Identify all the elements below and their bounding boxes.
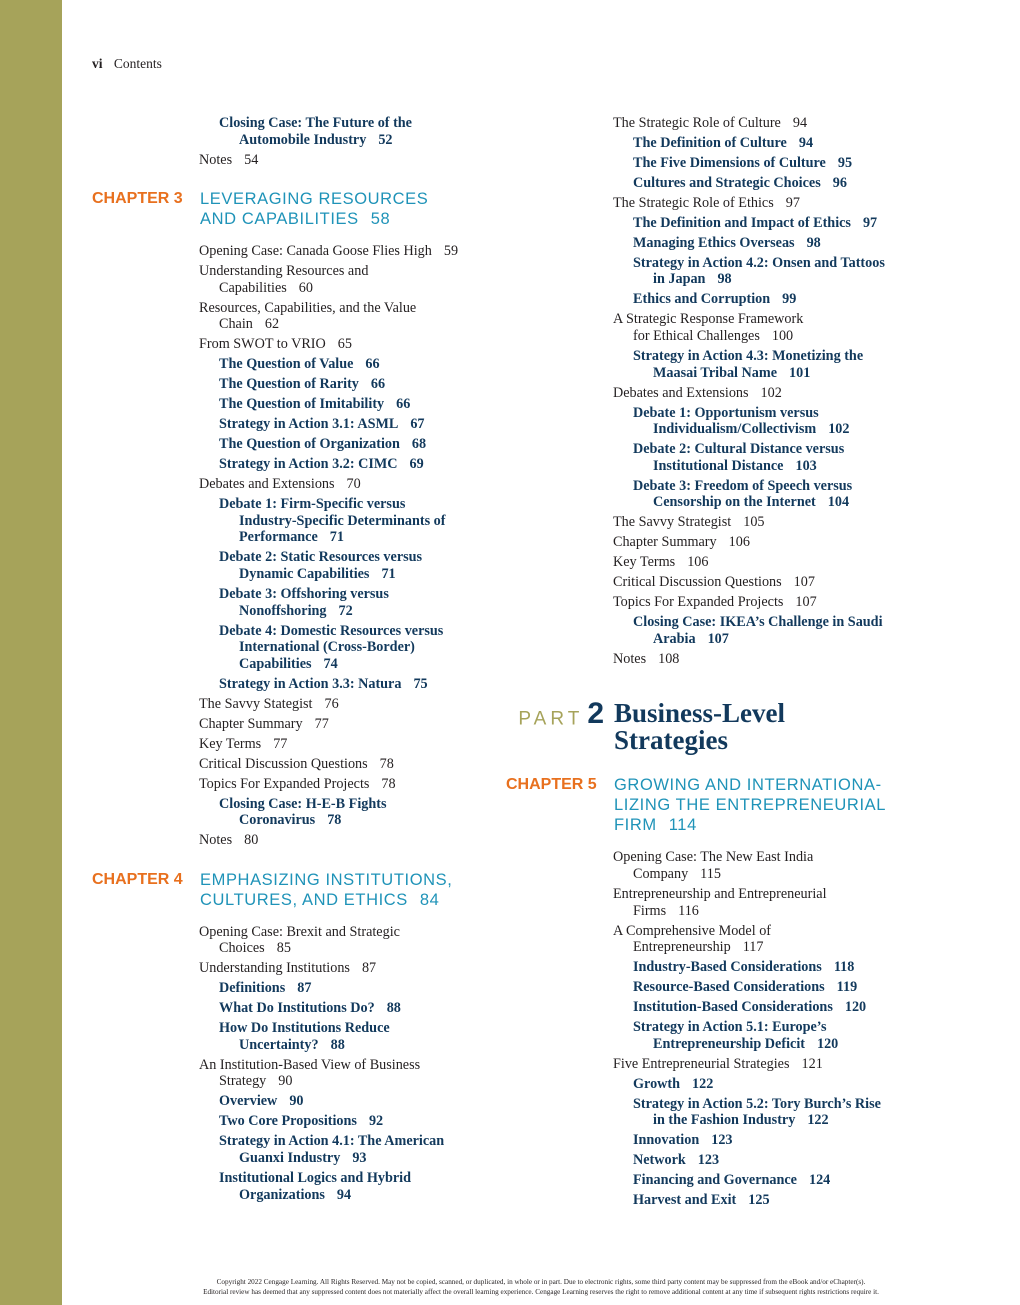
toc-page-number: 123 <box>697 1152 720 1169</box>
chapter-page-number: 114 <box>668 816 697 835</box>
part-word: PART <box>518 708 584 730</box>
toc-right-column <box>506 115 906 1212</box>
toc-entry-text: Five Entrepreneurial Strategies <box>613 1055 790 1072</box>
toc-entry <box>633 255 906 288</box>
toc-page-number: 75 <box>413 675 428 692</box>
toc-page-number: 77 <box>314 715 329 732</box>
toc-entry <box>633 1019 906 1052</box>
toc-page-number: 108 <box>658 650 680 667</box>
toc-page-number: 95 <box>837 154 853 171</box>
toc-entry <box>219 376 492 393</box>
toc-entry-text: Debate 2: Static Resources versus <box>219 549 423 566</box>
toc-entry <box>219 623 492 673</box>
toc-page-number: 68 <box>411 436 427 453</box>
chapter-label: CHAPTER 3 <box>92 190 183 208</box>
toc-entry-text: Strategy in Action 3.1: ASML <box>219 416 399 433</box>
toc-page-number: 115 <box>700 866 721 883</box>
toc-entry-text: Topics For Expanded Projects <box>199 775 370 792</box>
toc-entry-text: Automobile Industry <box>239 131 367 148</box>
toc-page-number: 88 <box>330 1036 345 1053</box>
toc-entry-text: Resource-Based Considerations <box>633 979 825 996</box>
chapter-page-number: 84 <box>419 890 440 909</box>
toc-page-number: 87 <box>297 980 312 997</box>
toc-page-number: 71 <box>381 565 396 582</box>
toc-entry <box>199 832 492 849</box>
toc-entry-text: Company <box>633 866 689 883</box>
chapter-title <box>200 870 452 910</box>
toc-entry <box>199 243 492 260</box>
toc-entry-text: Understanding Institutions <box>199 960 350 977</box>
toc-entry <box>613 849 906 882</box>
toc-page-number: 85 <box>276 940 291 957</box>
part-title <box>614 697 785 754</box>
toc-page-number: 71 <box>329 529 344 546</box>
chapter-title-text: GROWING AND INTERNATIONA- <box>614 776 882 795</box>
toc-entry <box>219 496 492 546</box>
toc-entry-text: The Savvy Stategist <box>199 695 313 712</box>
toc-page-number: 90 <box>278 1073 293 1090</box>
toc-entry <box>199 960 492 977</box>
toc-page-number: 94 <box>336 1186 352 1203</box>
toc-entry <box>633 155 906 172</box>
toc-page-number: 60 <box>298 279 313 296</box>
toc-entry-text: Organizations <box>239 1186 325 1203</box>
toc-entry <box>633 235 906 252</box>
toc-entry <box>199 336 492 353</box>
toc-entry <box>199 152 492 169</box>
chapter-page-number: 58 <box>370 210 391 229</box>
toc-entry-text: Debates and Extensions <box>613 384 749 401</box>
chapter-title-text: EMPHASIZING INSTITUTIONS, <box>200 870 453 889</box>
toc-entry-text: Debate 1: Opportunism versus <box>633 404 819 421</box>
toc-entry <box>633 135 906 152</box>
toc-entry-text: Managing Ethics Overseas <box>633 234 795 251</box>
toc-entry-text: Strategy in Action 4.2: Onsen and Tattoos <box>633 254 885 271</box>
toc-page-number: 88 <box>386 1000 401 1017</box>
toc-entry <box>219 796 492 829</box>
toc-entry <box>633 215 906 232</box>
toc-entry <box>219 115 492 148</box>
toc-entry-text: Opening Case: Canada Goose Flies High <box>199 243 432 260</box>
toc-page-number: 70 <box>346 476 361 493</box>
toc-page-number: 94 <box>792 115 808 131</box>
chapter-heading <box>92 870 492 910</box>
toc-entry <box>633 478 906 511</box>
toc-entry-text: The Definition of Culture <box>633 134 787 151</box>
toc-entry-text: Firms <box>633 902 667 919</box>
toc-entry-text: The Strategic Role of Ethics <box>613 194 774 211</box>
toc-entry-text: Overview <box>219 1093 278 1110</box>
toc-entry <box>633 979 906 996</box>
toc-page-number: 80 <box>244 832 259 849</box>
toc-page-number: 121 <box>801 1055 823 1072</box>
toc-entry-text: Strategy in Action 4.3: Monetizing the <box>633 348 864 365</box>
toc-entry-text: How Do Institutions Reduce <box>219 1020 390 1037</box>
toc-page-number: 98 <box>806 234 821 251</box>
toc-entry-text: Debates and Extensions <box>199 476 335 493</box>
toc-entry-text: Capabilities <box>219 279 287 296</box>
toc-page-number: 74 <box>323 655 338 672</box>
toc-entry-text: Opening Case: The New East India <box>613 849 814 866</box>
chapter-label: CHAPTER 5 <box>506 776 597 794</box>
toc-entry <box>199 716 492 733</box>
toc-page-number: 97 <box>785 194 800 211</box>
toc-entry-text: Debate 2: Cultural Distance versus <box>633 441 845 458</box>
chapter-title <box>200 189 428 229</box>
toc-entry-text: Censorship on the Internet <box>653 494 816 511</box>
toc-entry <box>219 980 492 997</box>
toc-entry <box>613 385 906 402</box>
toc-entry <box>613 195 906 212</box>
toc-entry-text: Debate 1: Firm-Specific versus <box>219 496 406 513</box>
toc-page-number: 118 <box>833 959 855 976</box>
toc-entry <box>613 115 906 132</box>
toc-entry-text: The Question of Imitability <box>219 396 385 413</box>
toc-entry <box>613 311 906 344</box>
toc-entry <box>199 476 492 493</box>
toc-entry <box>199 696 492 713</box>
toc-page-number: 102 <box>828 421 850 438</box>
toc-entry-text: The Question of Organization <box>219 436 400 453</box>
toc-entry-text: Performance <box>239 529 318 546</box>
toc-entry <box>633 175 906 192</box>
toc-page-number: 59 <box>443 243 459 260</box>
toc-page-number: 102 <box>760 384 782 401</box>
toc-entry-text: Resources, Capabilities, and the Value <box>199 299 417 316</box>
toc-entry-text: The Five Dimensions of Culture <box>633 154 826 171</box>
toc-page-number: 104 <box>827 494 850 511</box>
toc-page-number: 120 <box>844 999 867 1016</box>
toc-entry-text: Strategy in Action 3.2: CIMC <box>219 456 398 473</box>
toc-page-number: 94 <box>798 134 814 151</box>
toc-entry-text: Guanxi Industry <box>239 1150 341 1167</box>
toc-entry-text: Critical Discussion Questions <box>613 574 782 591</box>
toc-page-number: 125 <box>748 1192 770 1209</box>
toc-entry <box>633 348 906 381</box>
toc-page-number: 72 <box>338 602 353 619</box>
toc-entry-text: A Comprehensive Model of <box>613 922 772 939</box>
toc-page-number: 107 <box>707 630 729 647</box>
toc-entry <box>633 1172 906 1189</box>
toc-entry-text: Closing Case: The Future of the <box>219 115 412 131</box>
toc-entry-text: Institutional Logics and Hybrid <box>219 1170 411 1186</box>
toc-entry <box>219 396 492 413</box>
toc-entry-text: The Question of Rarity <box>219 376 359 393</box>
toc-page-number: 106 <box>687 554 709 571</box>
footer-line: Copyright 2022 Cengage Learning. All Rights Reserved. May not be copied, scanned, or duplicated, in whole or in part. Due to electronic rights, some third party content may be suppressed from the eBook and/or eChapter(s). <box>216 1278 866 1286</box>
toc-entry-text: in Japan <box>653 271 706 288</box>
toc-page-number: 99 <box>782 291 797 308</box>
toc-page-number: 66 <box>370 376 386 393</box>
toc-page-number: 67 <box>410 416 425 433</box>
toc-entry-text: Chapter Summary <box>199 715 303 732</box>
toc-page-number: 78 <box>381 775 396 792</box>
toc-entry <box>613 651 906 668</box>
toc-entry <box>633 1192 906 1209</box>
toc-entry-text: Entrepreneurship Deficit <box>653 1035 805 1052</box>
toc-entry <box>633 999 906 1016</box>
toc-entry <box>199 776 492 793</box>
toc-entry-text: The Definition and Impact of Ethics <box>633 214 851 231</box>
toc-entry-text: Strategy in Action 5.2: Tory Burch’s Rise <box>633 1095 881 1112</box>
toc-entry-text: Choices <box>219 940 265 957</box>
toc-entry-text: Chapter Summary <box>613 534 717 551</box>
toc-entry <box>633 959 906 976</box>
toc-page-number: 119 <box>836 979 858 996</box>
toc-entry <box>613 923 906 956</box>
part-label <box>506 697 614 754</box>
toc-entry <box>613 534 906 551</box>
toc-entry-text: An Institution-Based View of Business <box>199 1056 421 1073</box>
toc-page-number: 77 <box>273 735 288 752</box>
toc-entry-text: Strategy in Action 5.1: Europe’s <box>633 1019 827 1036</box>
toc-entry <box>633 405 906 438</box>
toc-entry-text: Definitions <box>219 980 286 997</box>
toc-entry <box>219 1000 492 1017</box>
toc-entry <box>219 1133 492 1166</box>
toc-entry-text: Critical Discussion Questions <box>199 755 368 772</box>
toc-entry-text: Closing Case: H-E-B Fights <box>219 795 387 812</box>
toc-page-number: 90 <box>289 1093 304 1110</box>
chapter-title-text: CULTURES, AND ETHICS <box>200 890 408 909</box>
toc-entry <box>613 1056 906 1073</box>
running-head <box>92 56 162 72</box>
toc-entry-text: The Question of Value <box>219 356 354 373</box>
toc-entry <box>633 1076 906 1093</box>
toc-entry <box>613 574 906 591</box>
toc-page-number: 117 <box>742 939 764 956</box>
toc-page-number: 65 <box>337 336 352 353</box>
toc-page-number: 122 <box>807 1112 829 1129</box>
chapter-title-text: LEVERAGING RESOURCES <box>200 190 429 209</box>
chapter-label: CHAPTER 4 <box>92 870 183 888</box>
toc-entry <box>633 441 906 474</box>
toc-entry <box>633 1152 906 1169</box>
toc-page-number: 107 <box>795 594 817 611</box>
toc-entry-text: Topics For Expanded Projects <box>613 594 784 611</box>
toc-entry <box>199 1057 492 1090</box>
toc-entry-text: Uncertainty? <box>239 1036 319 1053</box>
toc-entry <box>199 263 492 296</box>
toc-entry-text: Growth <box>633 1075 681 1092</box>
toc-page-number: 92 <box>368 1113 384 1130</box>
toc-page-number: 93 <box>352 1150 367 1167</box>
toc-page-number: 100 <box>771 328 794 345</box>
chapter-title-text: FIRM <box>614 816 657 835</box>
part-heading <box>506 697 906 754</box>
toc-entry-text: Cultures and Strategic Choices <box>633 174 821 191</box>
toc-entry-text: Two Core Propositions <box>219 1113 357 1130</box>
toc-page-number: 96 <box>832 174 847 191</box>
toc-entry <box>219 1113 492 1130</box>
toc-page-number: 76 <box>324 695 339 712</box>
toc-entry <box>199 924 492 957</box>
toc-page-number: 62 <box>264 316 280 333</box>
toc-entry-text: Key Terms <box>199 735 262 752</box>
toc-entry-text: Industry-Based Considerations <box>633 959 822 976</box>
toc-entry-text: Individualism/Collectivism <box>653 421 817 438</box>
toc-entry <box>219 416 492 433</box>
toc-entry-text: Entrepreneurship and Entrepreneurial <box>613 886 827 902</box>
toc-entry-text: What Do Institutions Do? <box>219 1000 375 1017</box>
footer-line: Editorial review has deemed that any suppressed content does not materially affect the overall learning experience. Cengage Learning reserves the right to remove additional content at any time if subsequent rights restrictions require it. <box>203 1288 879 1296</box>
toc-page-number: 122 <box>692 1075 714 1092</box>
toc-entry-text: Harvest and Exit <box>633 1192 737 1209</box>
toc-entry-text: Notes <box>199 151 233 168</box>
toc-entry-text: in the Fashion Industry <box>653 1112 796 1129</box>
toc-entry-text: Network <box>633 1152 686 1169</box>
toc-entry-text: Notes <box>199 832 233 849</box>
toc-entry-text: Understanding Resources and <box>199 263 369 280</box>
running-head-label: Contents <box>113 56 162 71</box>
toc-entry-text: Strategy in Action 4.1: The American <box>219 1133 445 1150</box>
toc-entry-text: Maasai Tribal Name <box>653 364 778 381</box>
toc-page-number: 124 <box>808 1172 831 1189</box>
toc-entry <box>199 756 492 773</box>
toc-page-number: 66 <box>396 396 411 413</box>
toc-entry <box>633 291 906 308</box>
toc-entry-text: International (Cross-Border) <box>239 639 415 656</box>
toc-entry-text: Capabilities <box>239 655 312 672</box>
toc-entry-text: Opening Case: Brexit and Strategic <box>199 923 400 940</box>
toc-entry <box>613 886 906 919</box>
toc-left-column <box>92 115 492 1207</box>
toc-entry-text: Institution-Based Considerations <box>633 999 833 1016</box>
toc-page-number: 54 <box>244 151 259 168</box>
toc-entry <box>219 456 492 473</box>
chapter-heading <box>506 775 906 835</box>
chapter-heading <box>92 189 492 229</box>
toc-entry-text: Debate 3: Freedom of Speech versus <box>633 477 853 494</box>
chapter-title-text: LIZING THE ENTREPRENEURIAL <box>614 796 887 815</box>
toc-entry-text: Ethics and Corruption <box>633 291 771 308</box>
part-number: 2 <box>587 697 604 731</box>
copyright-footer <box>62 1277 1020 1297</box>
toc-entry-text: From SWOT to VRIO <box>199 336 326 353</box>
toc-entry <box>219 1093 492 1110</box>
toc-entry-text: The Strategic Role of Culture <box>613 115 781 131</box>
toc-entry-text: Innovation <box>633 1132 700 1149</box>
part-title-text: Business-Level <box>614 698 786 729</box>
toc-entry-text: Strategy in Action 3.3: Natura <box>219 675 402 692</box>
toc-entry-text: Notes <box>613 650 647 667</box>
toc-entry-text: Closing Case: IKEA’s Challenge in Saudi <box>633 614 883 631</box>
chapter-title-text: AND CAPABILITIES <box>200 210 359 229</box>
toc-entry-text: Entrepreneurship <box>633 939 731 956</box>
toc-page-number: 101 <box>789 364 811 381</box>
toc-entry <box>219 549 492 582</box>
toc-entry-text: Debate 3: Offshoring versus <box>219 585 389 602</box>
toc-entry-text: A Strategic Response Framework <box>613 311 804 328</box>
toc-entry <box>613 594 906 611</box>
toc-entry <box>219 436 492 453</box>
toc-entry-text: Strategy <box>219 1073 267 1090</box>
toc-entry-text: Institutional Distance <box>653 457 784 474</box>
toc-entry-text: Coronavirus <box>239 812 316 829</box>
toc-entry-text: for Ethical Challenges <box>633 328 760 345</box>
toc-entry <box>219 1170 492 1203</box>
toc-page-number: 52 <box>378 131 393 148</box>
toc-entry <box>633 1096 906 1129</box>
toc-page-number: 116 <box>678 902 699 919</box>
toc-page-number: 107 <box>793 574 815 591</box>
toc-entry <box>633 614 906 647</box>
toc-entry <box>219 1020 492 1053</box>
toc-entry <box>219 586 492 619</box>
toc-entry-text: Dynamic Capabilities <box>239 565 370 582</box>
toc-page-number: 98 <box>717 271 732 288</box>
toc-page-number: 103 <box>795 457 817 474</box>
toc-entry-text: Arabia <box>653 630 696 647</box>
toc-page-number: 105 <box>743 514 765 531</box>
toc-page-number: 97 <box>862 214 878 231</box>
toc-entry <box>219 676 492 693</box>
toc-page-number: 78 <box>379 755 394 772</box>
toc-entry <box>633 1132 906 1149</box>
chapter-title <box>614 775 886 835</box>
toc-entry-text: The Savvy Strategist <box>613 514 732 531</box>
toc-page-number: 78 <box>327 812 342 829</box>
part-title-text: Strategies <box>614 725 728 756</box>
toc-entry-text: Industry-Specific Determinants of <box>239 512 446 529</box>
page-spine-bar <box>0 0 62 1305</box>
toc-entry-text: Chain <box>219 316 253 333</box>
toc-page-number: 120 <box>816 1035 839 1052</box>
toc-entry <box>199 736 492 753</box>
toc-entry-text: Nonoffshoring <box>239 602 327 619</box>
toc-entry <box>613 554 906 571</box>
toc-page-number: 123 <box>711 1132 733 1149</box>
page-number: vi <box>92 56 103 71</box>
toc-page-number: 106 <box>728 534 750 551</box>
toc-entry-text: Financing and Governance <box>633 1172 797 1189</box>
toc-entry <box>219 356 492 373</box>
toc-entry-text: Key Terms <box>613 554 676 571</box>
toc-entry <box>199 300 492 333</box>
toc-page-number: 66 <box>365 356 380 373</box>
toc-page-number: 87 <box>361 960 377 977</box>
toc-entry <box>613 514 906 531</box>
toc-page-number: 69 <box>409 456 424 473</box>
toc-entry-text: Debate 4: Domestic Resources versus <box>219 622 444 639</box>
